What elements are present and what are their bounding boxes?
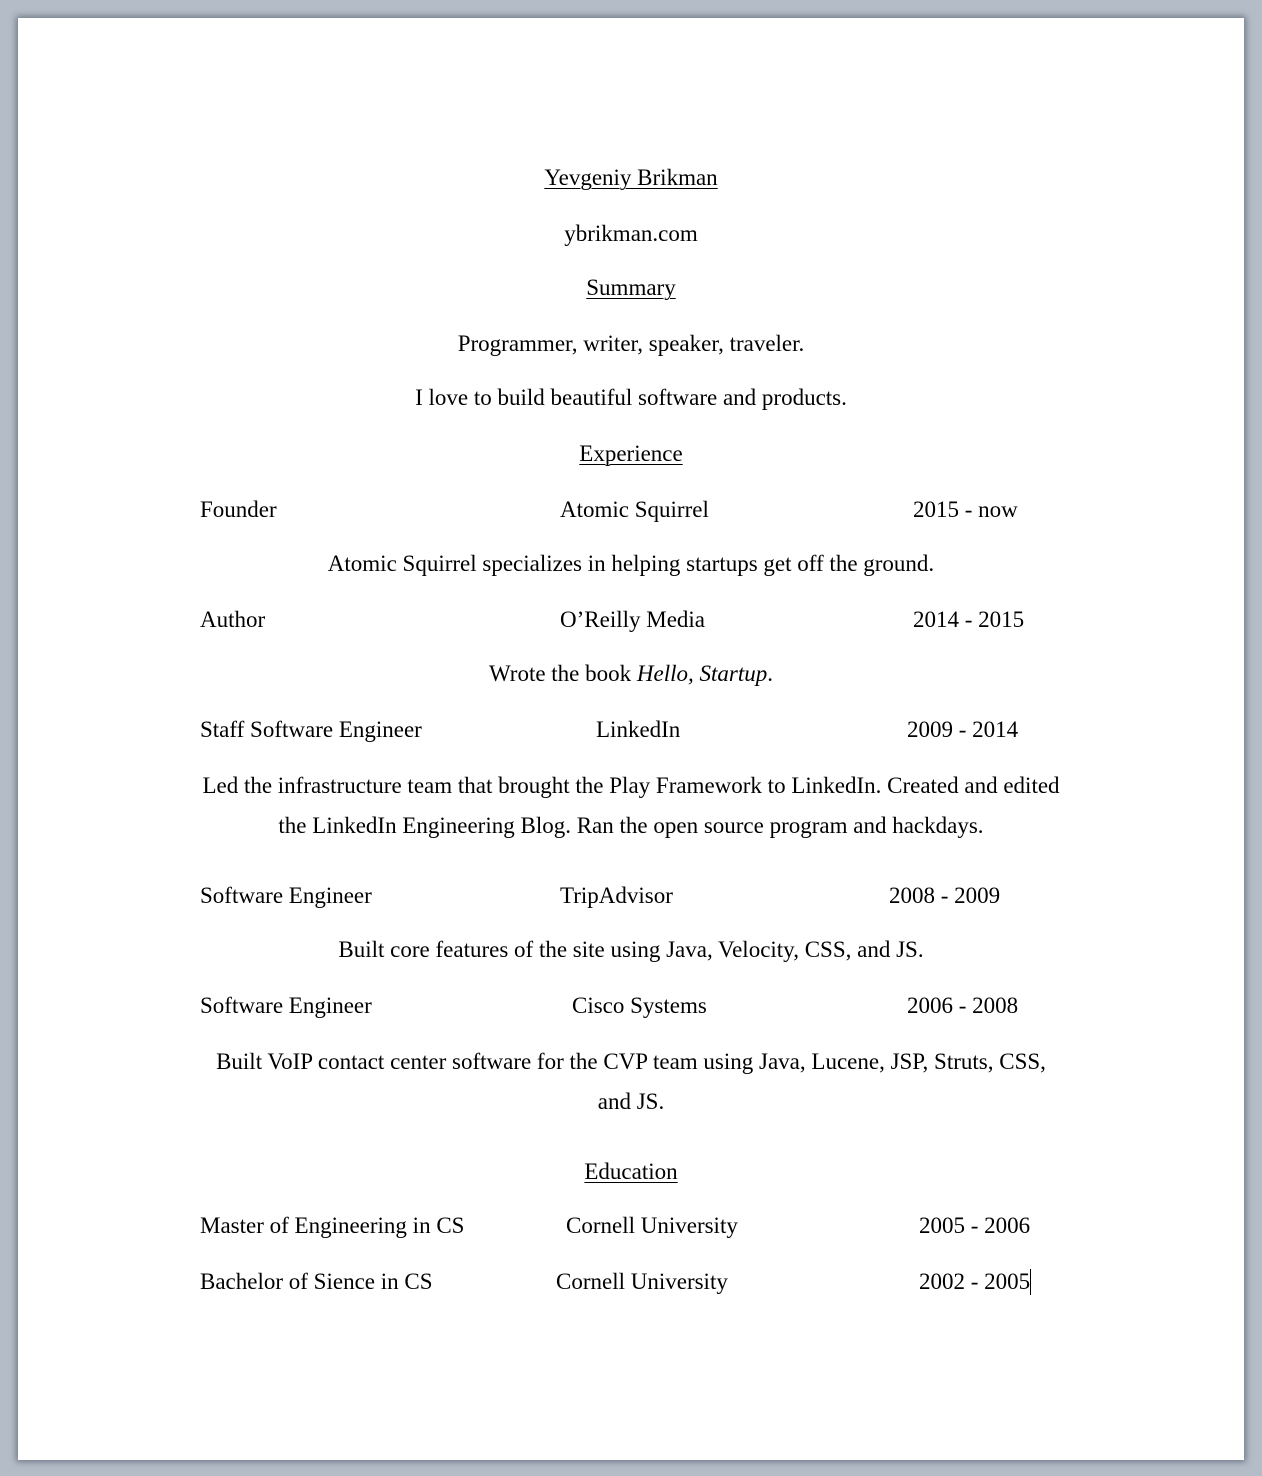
job-dates: 2009 - 2014 <box>907 717 1019 742</box>
job-dates: 2008 - 2009 <box>889 883 1001 908</box>
summary-line-1: Programmer, writer, speaker, traveler. <box>457 331 805 356</box>
education-school: Cornell University <box>566 1213 738 1238</box>
job-description-prefix: Wrote the book <box>489 661 637 686</box>
resume-name: Yevgeniy Brikman <box>544 165 718 190</box>
job-company: Atomic Squirrel <box>560 497 709 522</box>
job-description: Atomic Squirrel specializes in helping startups get off the ground. <box>327 551 935 576</box>
document-page[interactable] <box>18 18 1244 1460</box>
job-company: O’Reilly Media <box>560 607 705 632</box>
summary-heading: Summary <box>586 275 676 300</box>
job-description: Built VoIP contact center software for the CVP team using Java, Lucene, JSP, Struts, CSS, and JS. <box>216 1049 1046 1114</box>
summary-line-2: I love to build beautiful software and products. <box>415 385 847 410</box>
job-dates: 2014 - 2015 <box>913 607 1025 632</box>
experience-heading-line <box>18 440 1244 468</box>
job-title: Staff Software Engineer <box>200 717 422 742</box>
job-company: LinkedIn <box>596 717 681 742</box>
job-description: Built core features of the site using Java, Velocity, CSS, and JS. <box>338 937 924 962</box>
education-dates-line <box>919 1268 1031 1296</box>
education-dates: 2005 - 2006 <box>919 1213 1031 1238</box>
resume-name-line <box>18 164 1244 192</box>
education-degree: Bachelor of Sience in CS <box>200 1269 433 1294</box>
job-company: TripAdvisor <box>560 883 673 908</box>
job-description <box>18 660 1244 688</box>
job-description-suffix: . <box>767 661 773 686</box>
website: ybrikman.com <box>564 221 698 246</box>
education-degree: Master of Engineering in CS <box>200 1213 465 1238</box>
experience-heading: Experience <box>579 441 683 466</box>
summary-heading-line <box>18 274 1244 302</box>
education-school: Cornell University <box>556 1269 728 1294</box>
text-cursor <box>1030 1269 1031 1295</box>
education-heading-line <box>18 1158 1244 1186</box>
job-title: Founder <box>200 497 277 522</box>
job-title: Software Engineer <box>200 993 372 1018</box>
job-dates: 2015 - now <box>913 497 1018 522</box>
job-dates: 2006 - 2008 <box>907 993 1019 1018</box>
education-dates: 2002 - 2005 <box>919 1269 1031 1294</box>
job-title: Software Engineer <box>200 883 372 908</box>
job-title: Author <box>200 607 266 632</box>
education-heading: Education <box>584 1159 678 1184</box>
job-company: Cisco Systems <box>572 993 707 1018</box>
job-description: Led the infrastructure team that brought the Play Framework to LinkedIn. Created and edited the LinkedIn Engineering Blog. Ran the open source program and hackdays. <box>202 773 1060 838</box>
book-title: Hello, Startup <box>636 661 768 686</box>
